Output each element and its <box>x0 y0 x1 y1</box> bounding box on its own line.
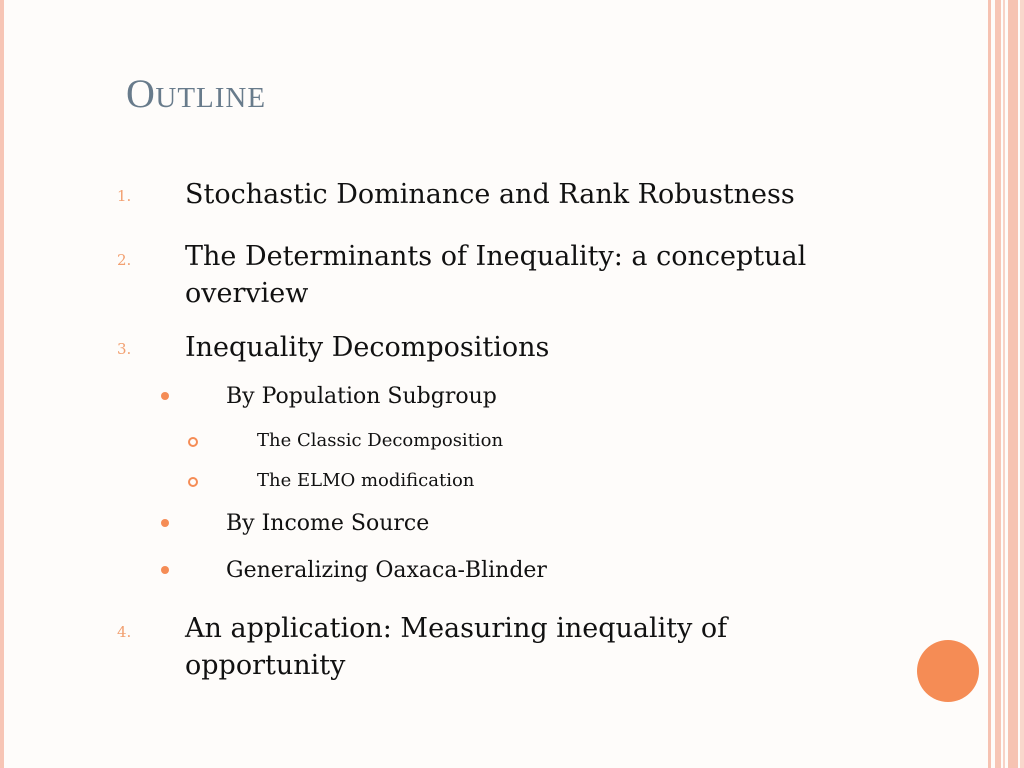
right-decorative-stripe <box>1003 0 1005 768</box>
title-first-letter: O <box>126 71 156 116</box>
item-text-line-1: An application: Measuring inequality of <box>185 613 728 644</box>
item-text: Inequality Decompositions <box>185 332 550 363</box>
subsubitem-text: The ELMO modification <box>257 470 475 491</box>
subsubitem-text: The Classic Decomposition <box>257 430 504 451</box>
bullet-dot-icon <box>161 519 169 527</box>
subitem-text: Generalizing Oaxaca-Blinder <box>226 558 547 583</box>
slide-title <box>126 71 267 116</box>
title-rest: UTLINE <box>155 82 267 114</box>
bullet-ring-icon <box>188 477 198 487</box>
right-decorative-stripe <box>988 0 991 768</box>
item-text-line-2: opportunity <box>185 650 346 681</box>
item-number: 2. <box>117 251 132 269</box>
item-text-line-1: The Determinants of Inequality: a conceptual <box>185 241 807 272</box>
bullet-dot-icon <box>161 392 169 400</box>
right-decorative-stripe <box>1020 0 1024 768</box>
subitem-text: By Population Subgroup <box>226 384 497 409</box>
right-decorative-stripe <box>1008 0 1018 768</box>
item-number: 4. <box>117 623 132 641</box>
item-text: Stochastic Dominance and Rank Robustness <box>185 179 795 210</box>
bullet-dot-icon <box>161 566 169 574</box>
orange-accent-circle <box>917 640 979 702</box>
item-number: 1. <box>117 187 132 205</box>
subitem-text: By Income Source <box>226 511 430 536</box>
bullet-ring-icon <box>188 437 198 447</box>
item-number: 3. <box>117 340 132 358</box>
item-text-line-2: overview <box>185 278 309 309</box>
right-decorative-stripe <box>995 0 1001 768</box>
